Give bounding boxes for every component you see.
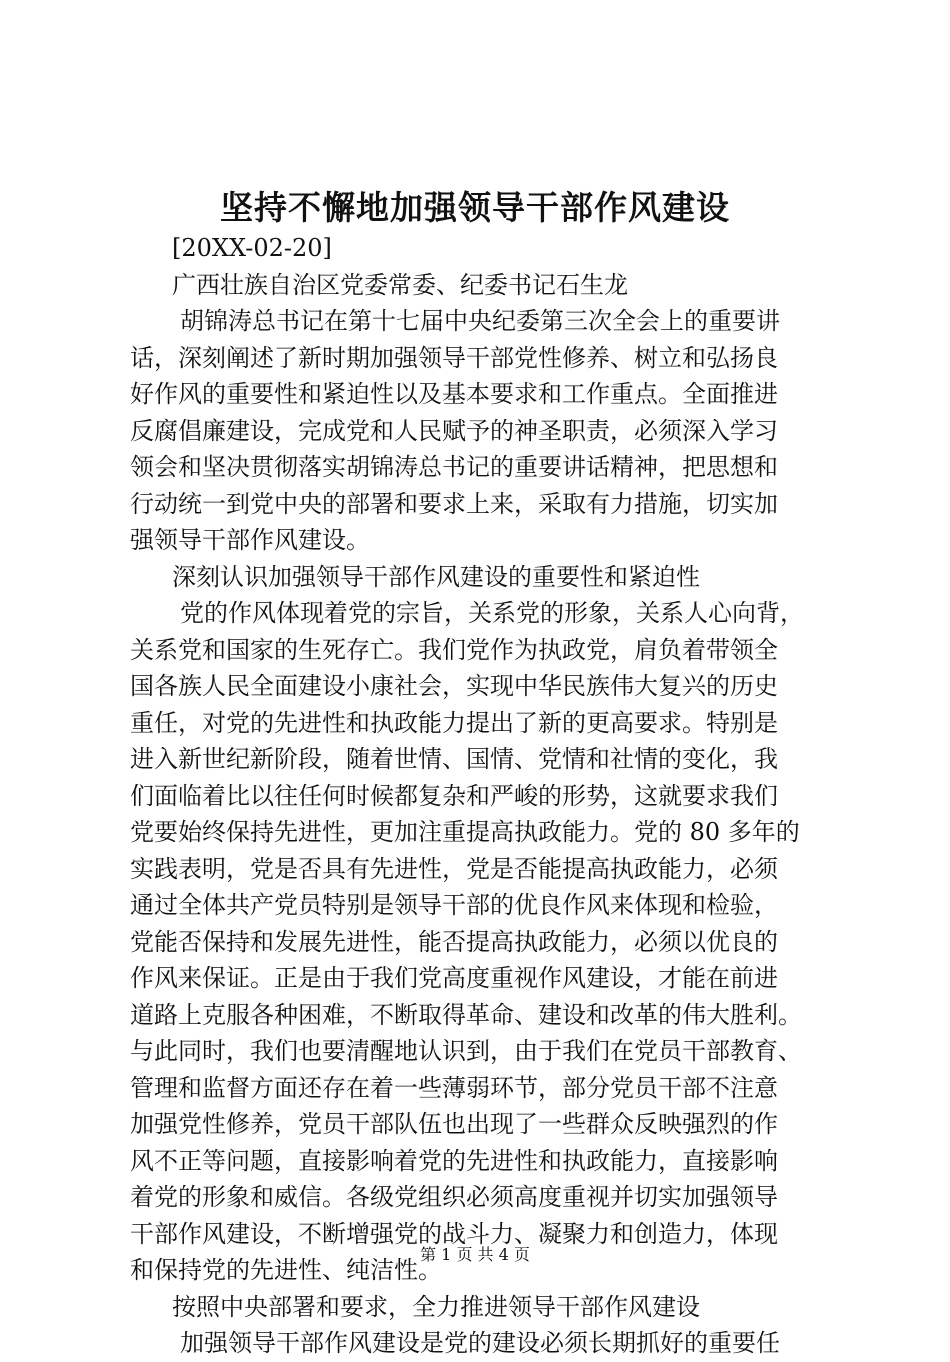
- body-line: 着党的形象和威信。各级党组织必须高度重视并切实加强领导: [130, 1183, 778, 1211]
- body-line: 通过全体共产党员特别是领导干部的优良作风来体现和检验，: [130, 891, 778, 919]
- document-title: 坚持不懈地加强领导干部作风建设: [220, 188, 730, 227]
- body-line: 反腐倡廉建设，完成党和人民赋予的神圣职责，必须深入学习: [130, 416, 778, 445]
- body-line: 干部作风建设，不断增强党的战斗力、凝聚力和创造力，体现: [130, 1219, 778, 1248]
- body-line: 与此同时，我们也要清醒地认识到，由于我们在党员干部教育、: [130, 1037, 802, 1065]
- body-line: 党能否保持和发展先进性，能否提高执政能力，必须以优良的: [130, 927, 778, 956]
- body-line: 国各族人民全面建设小康社会，实现中华民族伟大复兴的历史: [130, 672, 778, 700]
- body-line: 话，深刻阐述了新时期加强领导干部党性修养、树立和弘扬良: [130, 343, 778, 372]
- document-body: [130, 230, 842, 1362]
- body-line: 强领导干部作风建设。: [130, 526, 370, 554]
- body-line: 进入新世纪新阶段，随着世情、国情、党情和社情的变化，我: [130, 745, 778, 773]
- body-line: 作风来保证。正是由于我们党高度重视作风建设，才能在前进: [130, 964, 778, 992]
- body-line: 广西壮族自治区党委常委、纪委书记石生龙: [172, 270, 628, 299]
- body-line: 和保持党的先进性、纯洁性。: [130, 1256, 442, 1284]
- body-line: 管理和监督方面还存在着一些薄弱环节，部分党员干部不注意: [130, 1073, 778, 1102]
- body-line: 深刻认识加强领导干部作风建设的重要性和紧迫性: [172, 562, 700, 591]
- body-line: 加强党性修养，党员干部队伍也出现了一些群众反映强烈的作: [130, 1110, 778, 1138]
- body-line: 领会和坚决贯彻落实胡锦涛总书记的重要讲话精神，把思想和: [130, 453, 778, 481]
- body-line: 风不正等问题，直接影响着党的先进性和执政能力，直接影响: [130, 1146, 778, 1175]
- body-line: [20XX-02-20]: [172, 234, 332, 262]
- body-line: 按照中央部署和要求，全力推进领导干部作风建设: [172, 1292, 700, 1321]
- page-footer: 第 1 页 共 4 页: [420, 1245, 530, 1264]
- body-line: 胡锦涛总书记在第十七届中央纪委第三次全会上的重要讲: [180, 307, 780, 335]
- body-line: 关系党和国家的生死存亡。我们党作为执政党，肩负着带领全: [130, 635, 778, 664]
- body-line: 道路上克服各种困难，不断取得革命、建设和改革的伟大胜利。: [130, 1000, 802, 1029]
- body-line: 重任，对党的先进性和执政能力提出了新的更高要求。特别是: [130, 708, 778, 737]
- body-line: 党的作风体现着党的宗旨，关系党的形象，关系人心向背，: [180, 599, 804, 627]
- body-line: 们面临着比以往任何时候都复杂和严峻的形势，这就要求我们: [130, 781, 778, 810]
- body-line: 好作风的重要性和紧迫性以及基本要求和工作重点。全面推进: [130, 380, 778, 408]
- body-line: 实践表明，党是否具有先进性，党是否能提高执政能力，必须: [130, 854, 778, 883]
- body-line: 行动统一到党中央的部署和要求上来，采取有力措施，切实加: [130, 489, 778, 518]
- body-line: 加强领导干部作风建设是党的建设必须长期抓好的重要任: [180, 1329, 780, 1357]
- body-line: 党要始终保持先进性，更加注重提高执政能力。党的 80 多年的: [130, 818, 800, 846]
